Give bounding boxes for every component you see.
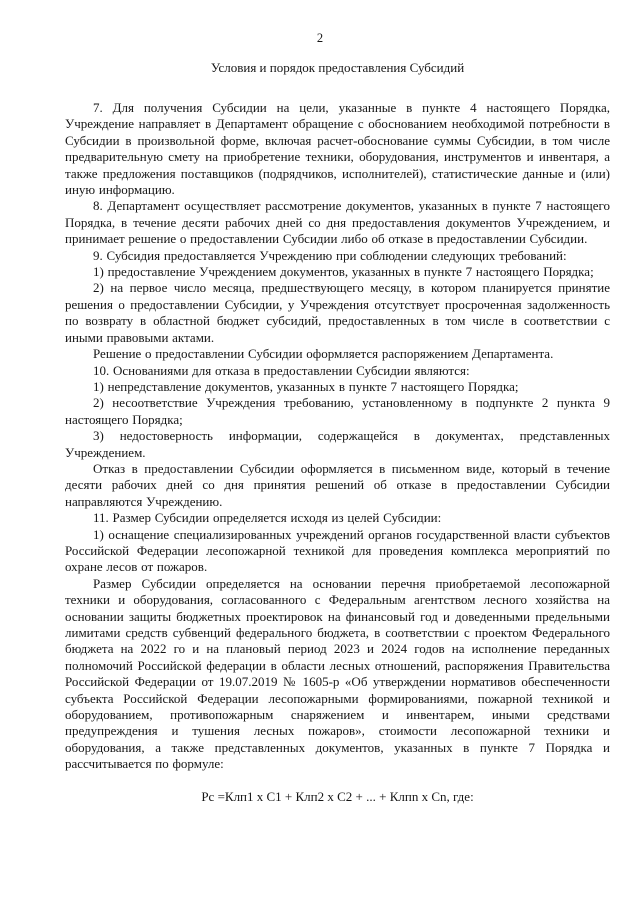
page-number: 2 (316, 31, 324, 45)
paragraph: Размер Субсидии определяется на основании перечня приобретаемой лесопожарной техники и оборудования, согласованного с Федеральным агентством лесного хозяйства на основании защиты бюджетных проектировок на финансовый год и доведенными предельными лимитами средств субвенций федерального бюджета, в соответствии с проектом Федерального бюджета на 2022 го и на плановый период 2023 и 2024 годов на исполнение переданных полномочий Российской федерации в области лесных отношений, распоряжения Правительства Российской Федерации от 19.07.2019 № 1605-р «Об утверждении нормативов обеспеченности субъекта Российской Федерации лесопожарными формированиями, пожарной техникой и оборудованием, противопожарным снаряжением и инвентарем, иными средствами предупреждения и тушения лесных пожаров», стоимости лесопожарной техники и оборудования, а также представленных документов, указанных в пункте 7 Порядка и рассчитывается по формуле: (65, 575, 610, 772)
paragraph: 2) несоответствие Учреждения требованию, установленному в подпункте 2 пункта 9 настоящего Порядка; (65, 395, 610, 427)
document-body (65, 100, 610, 773)
paragraph: 11. Размер Субсидии определяется исходя из целей Субсидии: (93, 510, 442, 526)
paragraph: Отказ в предоставлении Субсидии оформляется в письменном виде, который в течение десяти рабочих дней со дня принятия решений об отказе в предоставлении Субсидии направляются Учреждению. (65, 460, 610, 509)
paragraph: 7. Для получения Субсидии на цели, указанные в пункте 4 настоящего Порядка, Учреждение направляет в Департамент обращение с обоснованием необходимой потребности в Субсидии в произвольной форме, включая расчет-обоснование суммы Субсидии, в том числе предварительную смету на приобретение техники, оборудования, инструментов и инвентаря, а также предложения поставщиков (подрядчиков, исполнителей), статистические данные и (или) иную информацию. (65, 100, 610, 198)
paragraph: 3) недостоверность информации, содержащейся в документах, представленных Учреждением. (65, 428, 610, 460)
paragraph: 9. Субсидия предоставляется Учреждению при соблюдении следующих требований: (93, 247, 567, 263)
paragraph: 10. Основаниями для отказа в предоставлении Субсидии являются: (93, 362, 470, 378)
paragraph: 1) непредставление документов, указанных в пункте 7 настоящего Порядка; (93, 378, 519, 394)
paragraph: 1) предоставление Учреждением документов, указанных в пункте 7 настоящего Порядка; (93, 264, 594, 280)
page-title: Условия и порядок предоставления Субсидий (210, 60, 465, 75)
formula-line: Рс =Клп1 х С1 + Клп2 х С2 + ... + Клпn х Сn, где: (201, 788, 474, 804)
paragraph: 8. Департамент осуществляет рассмотрение документов, указанных в пункте 7 настоящего Порядка, в течение десяти рабочих дней со дня предоставления документов Учреждением, и принимает решение о предоставлении Субсидии либо об отказе в предоставлении Субсидии. (65, 198, 610, 247)
paragraph: Решение о предоставлении Субсидии оформляется распоряжением Департамента. (93, 346, 554, 362)
paragraph: 2) на первое число месяца, предшествующего месяцу, в котором планируется принятие решения о предоставлении Субсидии, у Учреждения отсутствует просроченная задолженность по возврату в областной бюджет субсидий, предоставленных в том числе в соответствии с иными правовыми актами. (65, 280, 610, 345)
paragraph: 1) оснащение специализированных учреждений органов государственной власти субъектов Российской Федерации лесопожарной техникой для проведения комплекса мероприятий по охране лесов от пожаров. (65, 526, 610, 575)
